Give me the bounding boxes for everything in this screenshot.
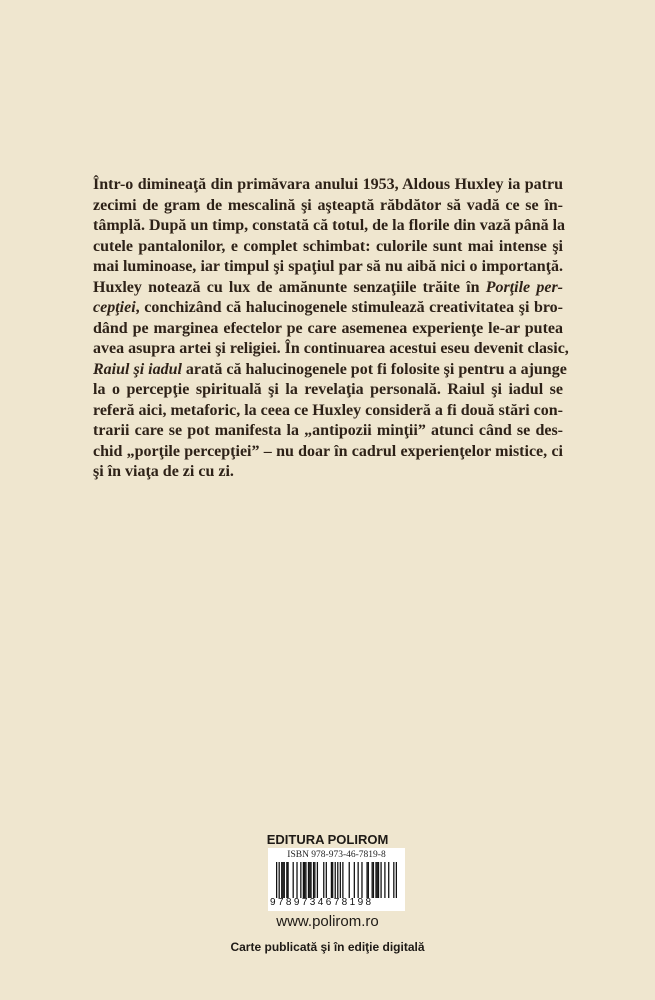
barcode-bar — [368, 862, 369, 898]
barcode-bar — [366, 862, 367, 898]
barcode-bar — [303, 862, 304, 898]
barcode-bar — [354, 862, 355, 898]
barcode-bar — [361, 862, 362, 898]
barcode-bar — [393, 862, 394, 898]
blurb-line: cutele pantalonilor, e complet schimbat: culorile sunt mai intense şi — [93, 237, 563, 255]
blurb-line: mai luminoase, iar timpul şi spaţiul par să nu aibă nici o importanţă. — [93, 258, 563, 275]
blurb-line: trarii care se pot manifesta la „antipozii minţii” atunci când se des- — [93, 422, 563, 439]
blurb-line: chid „porţile percepţiei” – nu doar în cadrul experienţelor mistice, ci — [93, 442, 563, 460]
barcode-bar — [293, 862, 294, 898]
barcode-bars — [276, 862, 397, 898]
barcode-bar — [340, 862, 341, 898]
digital-edition-note: Carte publicată şi în ediţie digitală — [230, 940, 425, 954]
barcode-bar — [287, 862, 288, 898]
barcode-bar — [337, 862, 338, 898]
barcode-bar — [309, 862, 310, 898]
book-title-italic: cepţiei — [93, 299, 136, 316]
barcode-bar — [323, 862, 324, 898]
blurb-line: dând pe marginea efectelor pe care asemenea experienţe le-ar putea — [93, 319, 563, 337]
barcode-bar — [313, 862, 314, 898]
barcode-bar — [310, 862, 311, 898]
blurb-line: avea asupra artei şi religiei. În continuarea acestui eseu devenit clasic, — [93, 340, 569, 357]
barcode-bar — [384, 862, 385, 898]
barcode-bar — [308, 862, 309, 898]
publisher-name: EDITURA POLIROM — [266, 832, 389, 847]
isbn-text: ISBN 978-973-46-7819-8 — [287, 850, 386, 860]
back-cover-blurb — [93, 175, 569, 483]
barcode-bar — [286, 862, 287, 898]
barcode-bar — [279, 862, 280, 898]
barcode-bar — [335, 862, 336, 898]
barcode-bar — [378, 862, 379, 898]
barcode-digits: 9789734678198 — [270, 897, 374, 908]
barcode-bar — [284, 862, 285, 898]
barcode-bar — [304, 862, 305, 898]
blurb-line — [93, 278, 563, 299]
book-title-italic: Porţile per- — [485, 278, 564, 296]
barcode-bar — [375, 862, 376, 898]
barcode-bar — [349, 862, 350, 898]
barcode-bar — [276, 862, 277, 898]
barcode-bar — [372, 862, 373, 898]
barcode-bar — [305, 862, 306, 898]
book-title-italic: Raiul şi iadul — [93, 360, 182, 378]
barcode-bar — [373, 862, 374, 898]
barcode-bar — [300, 862, 301, 898]
blurb-line: referă aici, metaforic, la ceea ce Huxley consideră a fi două stări con- — [93, 401, 563, 419]
blurb-line — [93, 360, 567, 381]
blurb-line: şi în viaţa de zi cu zi. — [93, 463, 234, 480]
barcode-bar — [377, 862, 378, 898]
isbn-barcode — [268, 848, 405, 911]
barcode-bar — [332, 862, 333, 898]
barcode-bar — [342, 862, 343, 898]
barcode-bar — [317, 862, 318, 898]
blurb-line: zecimi de gram de mescalină şi aşteaptă răbdător să vadă ce se în- — [93, 196, 563, 214]
blurb-line: Într-o dimineaţă din primăvara anului 1953, Aldous Huxley ia patru — [93, 176, 563, 193]
barcode-bar — [326, 862, 327, 898]
barcode-bar — [314, 862, 315, 898]
barcode-bar — [388, 862, 389, 898]
barcode-bar — [282, 862, 283, 898]
blurb-text: arată că halucinogenele pot fi folosite şi pentru a ajunge — [181, 360, 567, 378]
blurb-text: , conchizând că halucinogenele stimulează creativitatea şi bro- — [135, 299, 563, 316]
publisher-website[interactable]: www.polirom.ro — [276, 913, 379, 930]
barcode-bar — [358, 862, 359, 898]
barcode-bar — [396, 862, 397, 898]
barcode-bar — [296, 862, 297, 898]
barcode-bar — [331, 862, 332, 898]
blurb-line: la o percepţie spirituală şi la revelaţia personală. Raiul şi iadul se — [93, 381, 563, 398]
blurb-line: tâmplă. După un timp, constată că totul, de la florile din vază până la — [93, 217, 566, 234]
barcode-bar — [380, 862, 381, 898]
blurb-text: Huxley notează cu lux de amănunte senzaţiile trăite în — [93, 278, 486, 296]
blurb-line — [93, 298, 563, 319]
barcode-bar — [281, 862, 282, 898]
